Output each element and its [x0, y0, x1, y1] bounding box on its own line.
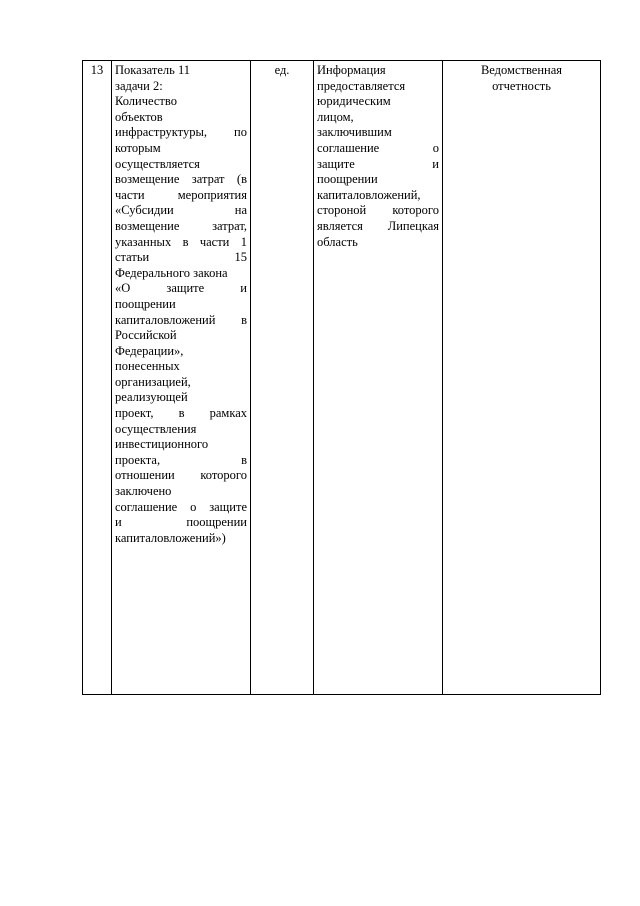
indicator-text-line: осуществления: [115, 421, 197, 436]
indicator-text-line: Российской: [115, 328, 177, 343]
indicator-text-line: отношении которого: [115, 468, 247, 483]
row-number-cell: [83, 61, 112, 695]
indicator-text-line: возмещение затрат (в: [115, 172, 247, 187]
indicator-text-line: поощрении: [115, 296, 176, 311]
source-text-line: Информация: [317, 63, 386, 77]
source-text-line: область: [317, 234, 358, 249]
indicator-text-line: соглашение о защите: [115, 499, 247, 514]
source-text-line: предоставляется: [317, 78, 406, 93]
indicator-text-line: проекта, в: [115, 452, 247, 467]
indicator-text-line: части мероприятия: [115, 187, 247, 202]
source-text-line: юридическим: [317, 94, 391, 109]
source-text-line: поощрении: [317, 172, 378, 187]
unit-cell: [251, 61, 314, 695]
indicator-text-line: возмещение затрат,: [115, 218, 247, 233]
indicator-cell: [112, 61, 251, 695]
indicator-text-line: объектов: [115, 109, 163, 124]
source-text-line: капиталовложений,: [317, 187, 421, 202]
indicator-text-line: Показатель 11: [115, 63, 190, 77]
source-text-line: заключившим: [317, 125, 392, 140]
indicator-text-line: «Субсидии на: [115, 203, 247, 218]
source-text-line: защите и: [317, 156, 439, 171]
source-text-line: является Липецкая: [317, 218, 439, 233]
document-cell: [443, 61, 601, 695]
table-row: [83, 61, 601, 695]
indicator-text-line: инвестиционного: [115, 437, 209, 452]
indicator-text-line: которым: [115, 140, 161, 155]
indicator-text-line: осуществляется: [115, 156, 200, 171]
indicator-text-line: понесенных: [115, 359, 180, 374]
source-text-line: соглашение о: [317, 140, 439, 155]
row-number: 13: [90, 63, 104, 77]
indicator-text-line: инфраструктуры, по: [115, 125, 247, 140]
indicator-text-line: реализующей: [115, 390, 188, 405]
indicator-text-line: Федерального закона: [115, 265, 228, 280]
indicator-text-line: и поощрении: [115, 515, 247, 530]
source-text-line: лицом,: [317, 109, 354, 124]
unit-value: ед.: [274, 63, 290, 77]
indicator-text-line: статьи 15: [115, 250, 247, 265]
document-text-line: Ведомственная: [480, 63, 563, 77]
indicator-text-line: капиталовложений»): [115, 530, 226, 545]
indicator-text-line: Количество: [115, 94, 177, 109]
document-text-line: отчетность: [492, 78, 551, 93]
indicator-text-line: задачи 2:: [115, 78, 163, 93]
indicator-text-line: «О защите и: [115, 281, 247, 296]
indicator-text-line: организацией,: [115, 374, 191, 389]
source-text-line: стороной которого: [317, 203, 439, 218]
indicator-text-line: капиталовложений в: [115, 312, 247, 327]
indicator-text-line: указанных в части 1: [115, 234, 247, 249]
indicator-text-line: Федерации»,: [115, 343, 184, 358]
indicator-table: [82, 60, 601, 695]
indicator-text-line: проект, в рамках: [115, 406, 247, 421]
indicator-text-line: заключено: [115, 484, 172, 499]
source-cell: [314, 61, 443, 695]
